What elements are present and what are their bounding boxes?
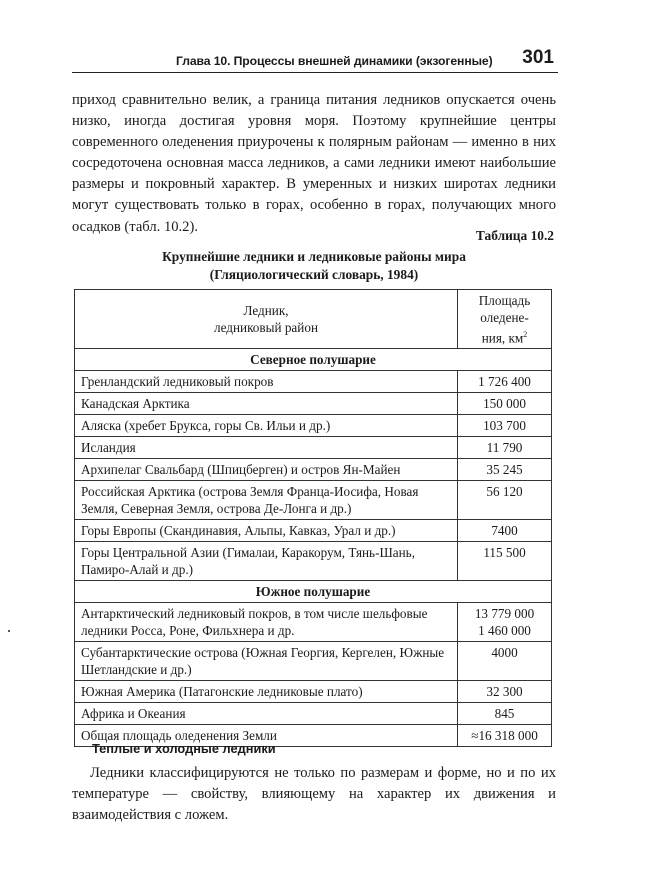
table-caption [72, 248, 556, 284]
table-row [75, 393, 552, 415]
column-header-glacier-line2: ледниковый район [213, 320, 318, 336]
column-header-area-line1: Площадь [478, 293, 531, 308]
row-name: Африка и Океания [75, 703, 458, 725]
table-row [75, 681, 552, 703]
chapter-title: Глава 10. Процессы внешней динамики (экзогенные) [176, 54, 493, 68]
row-area: 4000 [458, 642, 552, 681]
section-row-north [75, 349, 552, 371]
row-name: Южная Америка (Патагонские ледниковые плато) [75, 681, 458, 703]
column-header-area [458, 290, 552, 349]
table-row [75, 520, 552, 542]
column-header-area-line3 [462, 326, 547, 346]
table-row [75, 603, 552, 642]
table-row [75, 415, 552, 437]
column-header-area-line2: оледене- [480, 310, 529, 325]
column-header-area-unit: ния, км [481, 330, 524, 346]
row-area: 115 500 [458, 542, 552, 581]
row-name: Российская Арктика (острова Земля Франца-Иосифа, Новая Земля, Северная Земля, острова Де-Лонга и др.) [75, 481, 458, 520]
table-row [75, 459, 552, 481]
table-row [75, 481, 552, 520]
table-row [75, 703, 552, 725]
margin-speck [8, 630, 10, 632]
table-caption-title: Крупнейшие ледники и ледниковые районы мира [162, 249, 466, 264]
section-row-south [75, 581, 552, 603]
row-area: 11 790 [458, 437, 552, 459]
table-row [75, 642, 552, 681]
row-name: Антарктический ледниковый покров, в том числе шельфовые ледники Росса, Роне, Фильхнера и др. [75, 603, 458, 642]
row-area-total: 13 779 000 [474, 606, 535, 622]
column-header-glacier-line1: Ледник, [243, 303, 289, 319]
row-area: 7400 [458, 520, 552, 542]
row-name: Субантарктические острова (Южная Георгия, Кергелен, Южные Шетландские и др.) [75, 642, 458, 681]
glaciers-table [74, 289, 552, 747]
row-name: Горы Центральной Азии (Гималаи, Каракорум, Тянь-Шань, Памиро-Алай и др.) [75, 542, 458, 581]
table-row [75, 371, 552, 393]
row-name: Архипелаг Свальбард (Шпицберген) и остров Ян-Майен [75, 459, 458, 481]
total-name: Общая площадь оледенения Земли [75, 725, 458, 747]
running-header [72, 44, 558, 73]
row-name: Канадская Арктика [75, 393, 458, 415]
row-area-shelf: 1 460 000 [478, 623, 531, 639]
section-title-south: Южное полушарие [75, 581, 552, 603]
section-subheading: Теплые и холодные ледники [92, 741, 276, 756]
row-name: Исландия [75, 437, 458, 459]
section-title-north: Северное полушарие [75, 349, 552, 371]
row-area: 35 245 [458, 459, 552, 481]
row-name: Горы Европы (Скандинавия, Альпы, Кавказ, Урал и др.) [75, 520, 458, 542]
row-name: Аляска (хребет Брукса, горы Св. Ильи и др.) [75, 415, 458, 437]
table-row [75, 437, 552, 459]
row-area: 32 300 [458, 681, 552, 703]
closing-paragraph: Ледники классифицируются не только по размерам и форме, но и по их температуре — свойству, влияющему на характер их движения и взаимодействия с ложем. [72, 765, 556, 824]
page-number: 301 [522, 47, 554, 68]
table-caption-source: (Гляциологический словарь, 1984) [209, 267, 419, 282]
table-row [75, 542, 552, 581]
row-area: 150 000 [458, 393, 552, 415]
table-header-row [75, 290, 552, 349]
row-area: 56 120 [458, 481, 552, 520]
row-area [458, 603, 552, 642]
row-name: Гренландский ледниковый покров [75, 371, 458, 393]
total-area: ≈16 318 000 [458, 725, 552, 747]
row-area: 1 726 400 [458, 371, 552, 393]
row-area: 103 700 [458, 415, 552, 437]
table-number: Таблица 10.2 [475, 228, 554, 243]
column-header-glacier [75, 290, 458, 349]
row-area: 845 [458, 703, 552, 725]
column-header-area-sup: 2 [523, 330, 528, 339]
intro-paragraph: приход сравнительно велик, а граница питания ледников опускается очень низко, иногда достигая уровня моря. Поэтому крупнейшие центры современного оледенения приурочены к полярным районам — именно в них сосредоточена основная масса ледников, а сами ледники имеют наибольшие размеры и покровный характер. В умеренных и низких широтах ледники могут существовать только в горах, особенно в горах, получающих много осадков (табл. 10.2). [72, 92, 556, 235]
